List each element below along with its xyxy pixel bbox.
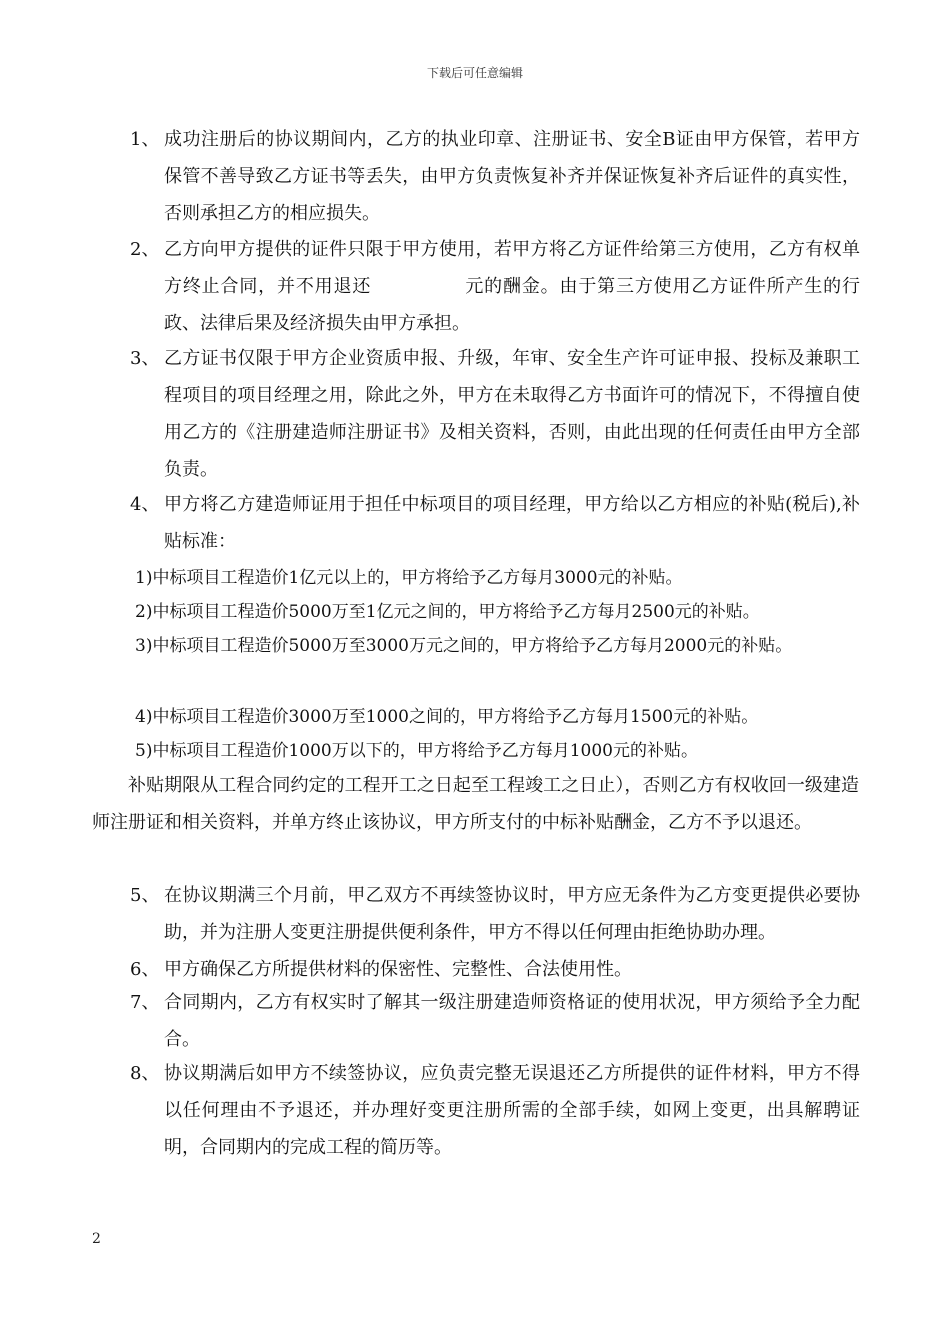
clause-8	[130, 1055, 860, 1166]
page-number: 2	[92, 1231, 101, 1247]
clause-number: 3、	[130, 348, 160, 369]
clause-3	[130, 340, 860, 488]
clause-6	[130, 951, 860, 988]
page-header: 下载后可任意编辑	[426, 66, 523, 80]
clause-text: 甲方确保乙方所提供材料的保密性、完整性、合法使用性。	[164, 959, 632, 980]
clause-text: 合同期内，乙方有权实时了解其一级注册建造师资格证的使用状况，甲方须给予全力配合。	[164, 992, 860, 1050]
subsidy-tier-4: 4)中标项目工程造价3000万至1000之间的，甲方将给予乙方每月1500元的补贴。	[135, 707, 759, 727]
subsidy-tier-2: 2)中标项目工程造价5000万至1亿元之间的，甲方将给予乙方每月2500元的补贴。	[135, 602, 760, 622]
clause-5	[130, 877, 860, 951]
clause-number: 6、	[130, 959, 160, 980]
clause-4	[130, 486, 860, 560]
clause-text: 乙方向甲方提供的证件只限于甲方使用，若甲方将乙方证件给第三方使用，乙方有权单方终止合同，并不用退还 元的酬金。由于第三方使用乙方证件所产生的行政、法律后果及经济损失由甲方承担。	[164, 239, 860, 334]
clause-1	[130, 121, 860, 232]
subsidy-tier-5: 5)中标项目工程造价1000万以下的，甲方将给予乙方每月1000元的补贴。	[135, 741, 698, 761]
clause-number: 5、	[130, 885, 160, 906]
clause-text: 乙方证书仅限于甲方企业资质申报、升级，年审、安全生产许可证申报、投标及兼职工程项目的项目经理之用，除此之外，甲方在未取得乙方书面许可的情况下，不得擅自使用乙方的《注册建造师注册证书》及相关资料，否则，由此出现的任何责任由甲方全部负责。	[164, 348, 860, 480]
clause-text: 协议期满后如甲方不续签协议，应负责完整无误退还乙方所提供的证件材料，甲方不得以任何理由不予退还，并办理好变更注册所需的全部手续，如网上变更，出具解聘证明，合同期内的完成工程的简历等。	[164, 1063, 860, 1158]
clause-7	[130, 984, 860, 1058]
clause-number: 8、	[130, 1063, 160, 1084]
subsidy-tier-3: 3)中标项目工程造价5000万至3000万元之间的，甲方将给予乙方每月2000元的补贴。	[135, 636, 793, 656]
clause-number: 7、	[130, 992, 160, 1013]
clause-text: 成功注册后的协议期间内，乙方的执业印章、注册证书、安全B证由甲方保管，若甲方保管不善导致乙方证书等丢失，由甲方负责恢复补齐并保证恢复补齐后证件的真实性，否则承担乙方的相应损失。	[164, 129, 860, 224]
clause-number: 4、	[130, 494, 160, 515]
clause-number: 2、	[130, 239, 160, 260]
subsidy-period-paragraph: 补贴期限从工程合同约定的工程开工之日起至工程竣工之日止），否则乙方有权收回一级建造师注册证和相关资料，并单方终止该协议，甲方所支付的中标补贴酬金，乙方不予以退还。	[92, 775, 859, 833]
subsidy-tier-1: 1)中标项目工程造价1亿元以上的，甲方将给予乙方每月3000元的补贴。	[135, 568, 683, 588]
clause-text: 甲方将乙方建造师证用于担任中标项目的项目经理，甲方给以乙方相应的补贴(税后),补贴标准：	[164, 494, 860, 552]
clause-text: 在协议期满三个月前，甲乙双方不再续签协议时，甲方应无条件为乙方变更提供必要协助，并为注册人变更注册提供便利条件，甲方不得以任何理由拒绝协助办理。	[164, 885, 860, 943]
clause-2	[130, 231, 860, 342]
clause-number: 1、	[130, 129, 160, 150]
